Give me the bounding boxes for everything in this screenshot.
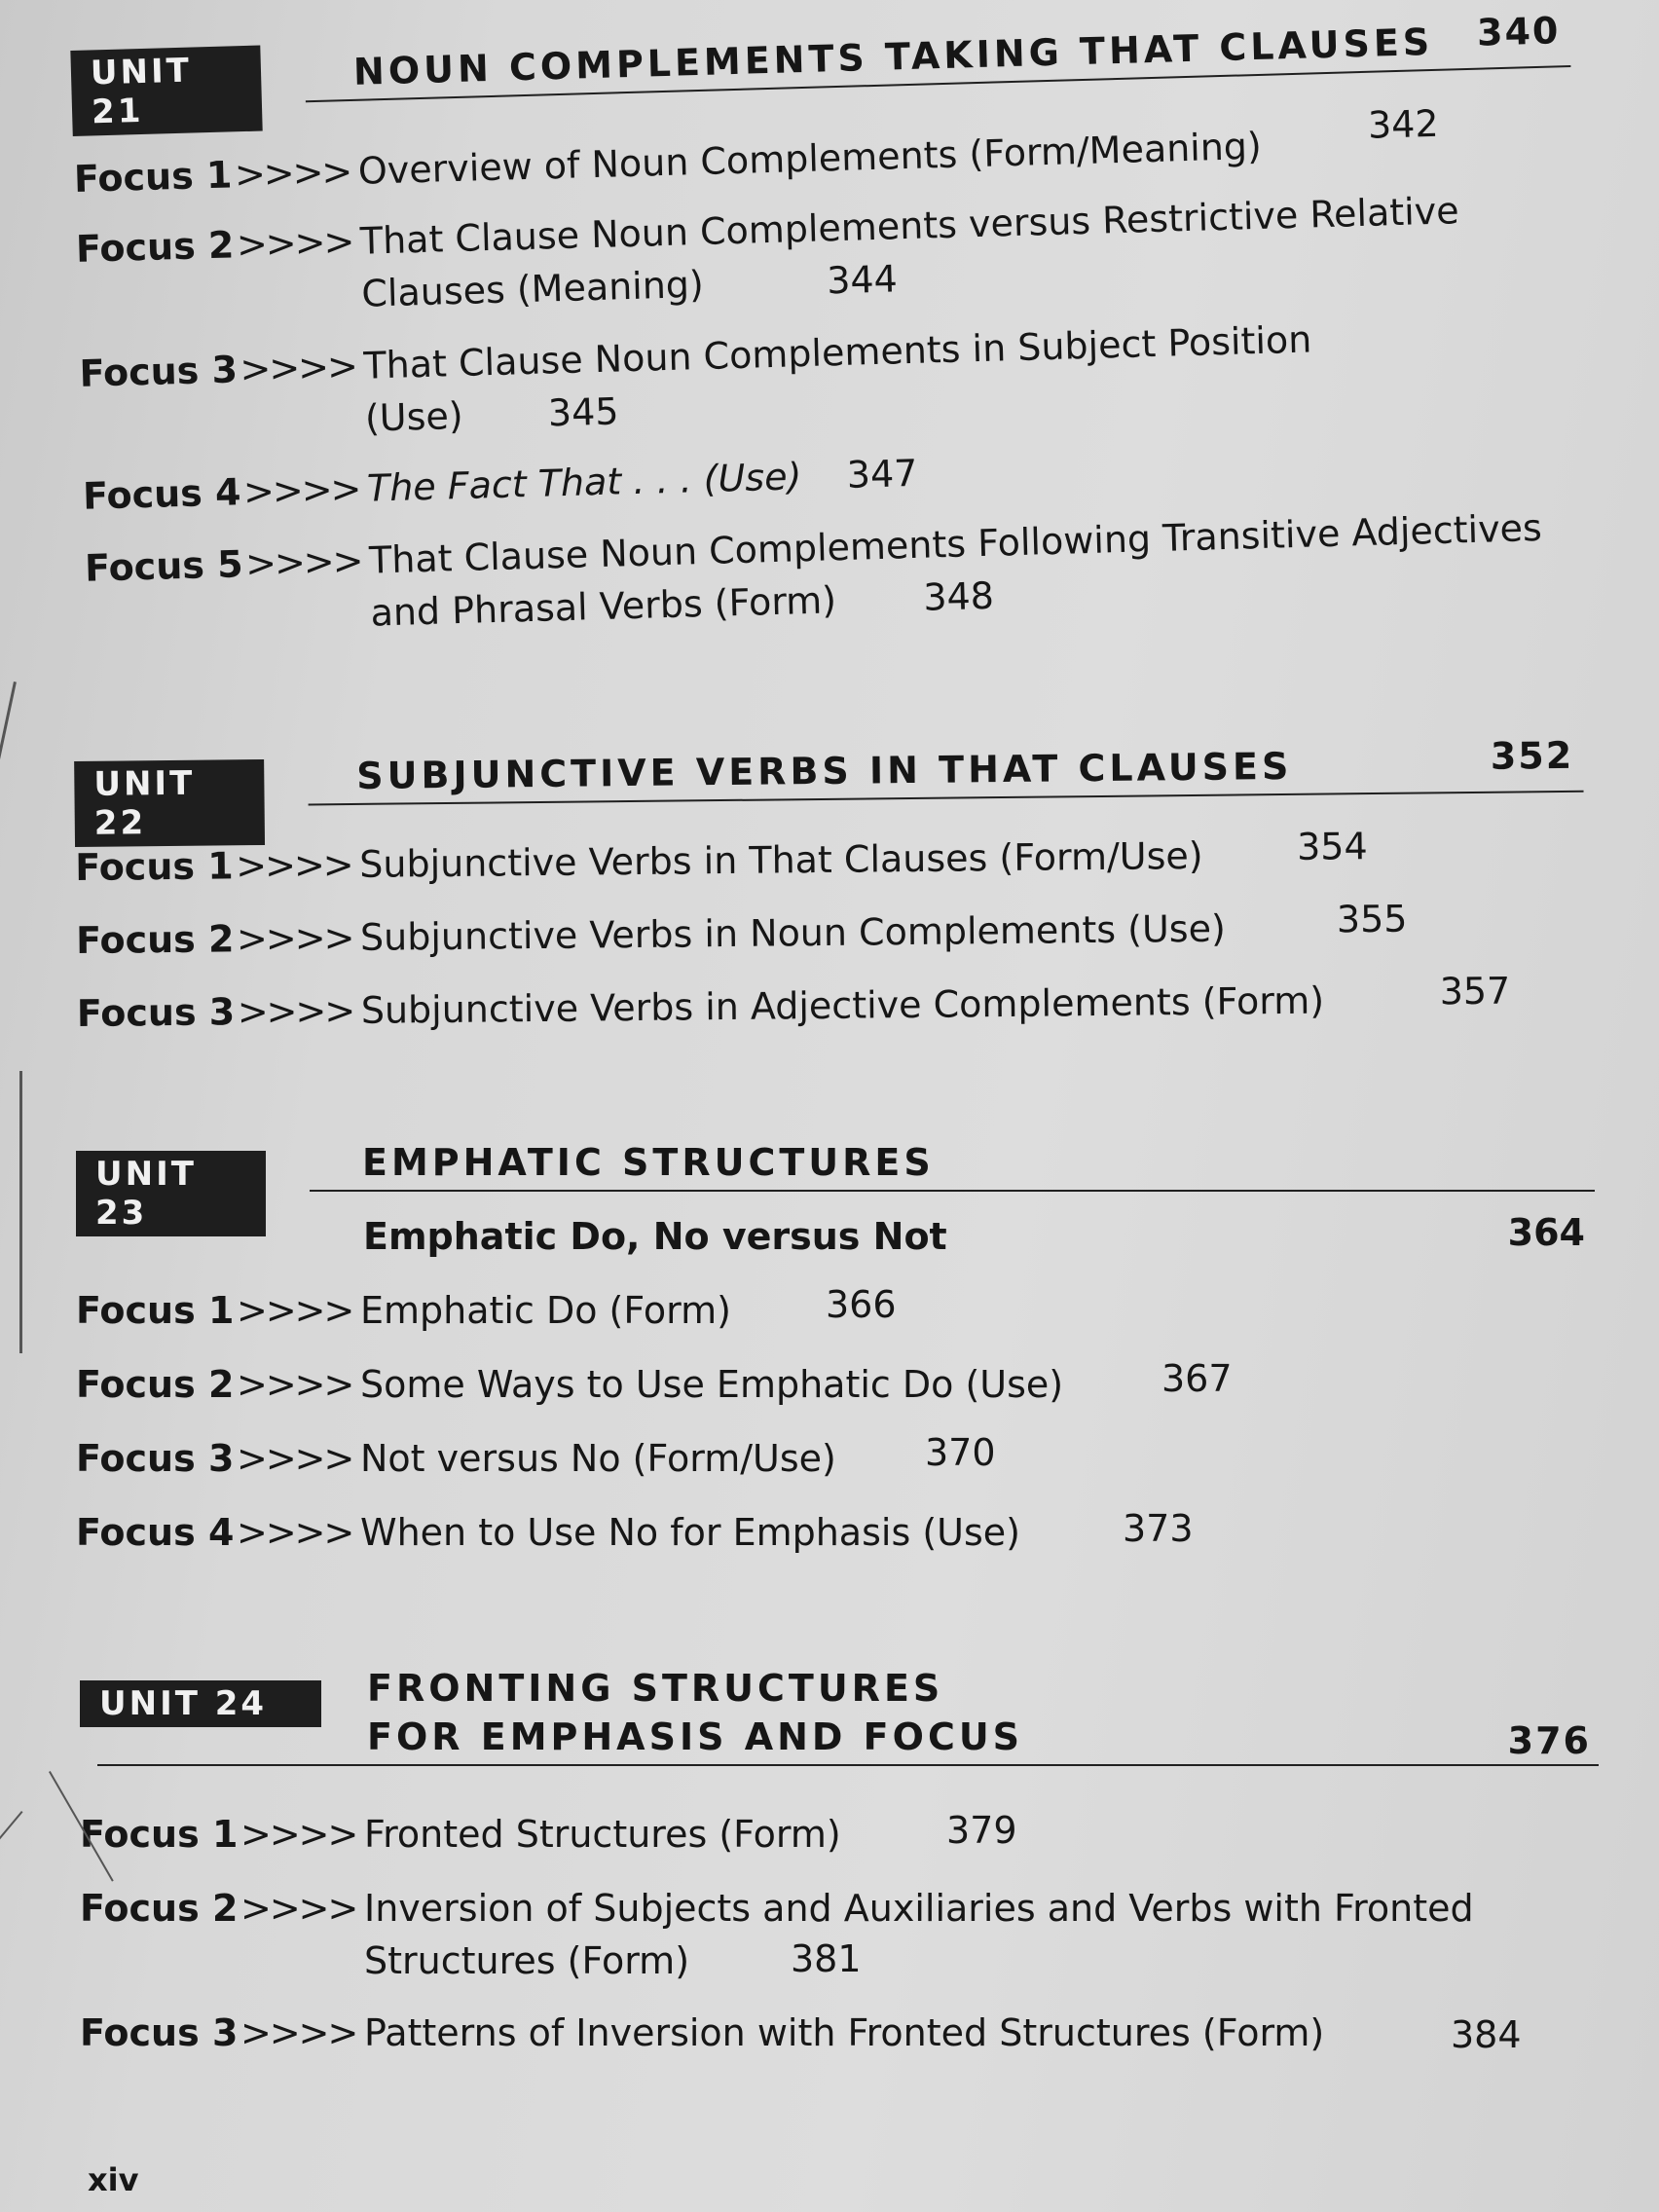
unit-title: NOUN COMPLEMENTS TAKING THAT CLAUSES <box>352 19 1434 93</box>
focus-title: That Clause Noun Complements Following Transitive Adjectives <box>368 505 1543 582</box>
arrow-marks: >>>> <box>237 1363 353 1406</box>
focus-title-continued: Structures (Form) <box>364 1939 690 1982</box>
unit-rule <box>310 1190 1595 1192</box>
unit-label: UNIT 24 <box>80 1680 321 1727</box>
unit-label: UNIT 23 <box>76 1151 266 1236</box>
focus-title: Emphatic Do (Form) <box>360 1289 731 1332</box>
focus-title: Subjunctive Verbs in Adjective Complements (Form) <box>360 978 1325 1032</box>
arrow-marks: >>>> <box>236 219 353 267</box>
focus-label: Focus 1 <box>76 1289 235 1332</box>
focus-label: Focus 2 <box>80 1887 239 1930</box>
focus-label: Focus 1 <box>73 153 233 201</box>
focus-page-number: 357 <box>1439 969 1511 1014</box>
focus-title-continued: (Use) <box>364 393 464 440</box>
arrow-marks: >>>> <box>240 1813 357 1856</box>
focus-page-number: 342 <box>1367 101 1440 147</box>
pencil-mark <box>0 682 17 1082</box>
focus-page-number: 367 <box>1161 1357 1233 1400</box>
focus-label: Focus 3 <box>78 348 239 395</box>
focus-page-number: 370 <box>925 1431 996 1474</box>
unit-page-number: 340 <box>1476 9 1561 55</box>
unit-page-number: 364 <box>1507 1211 1585 1254</box>
focus-page-number: 366 <box>826 1283 897 1326</box>
arrow-marks: >>>> <box>242 466 360 514</box>
focus-title: That Clause Noun Complements in Subject Position <box>362 317 1312 387</box>
unit-header <box>74 733 1584 843</box>
unit-page-number: 376 <box>1507 1719 1591 1762</box>
arrow-marks: >>>> <box>237 1289 353 1332</box>
focus-entry <box>73 101 1571 201</box>
unit-header <box>80 1655 1599 1772</box>
focus-page-number: 345 <box>547 389 620 435</box>
arrow-marks: >>>> <box>236 843 352 888</box>
arrow-marks: >>>> <box>240 1887 357 1930</box>
focus-entry <box>82 429 1580 518</box>
arrow-marks: >>>> <box>234 150 351 197</box>
arrow-marks: >>>> <box>239 344 357 391</box>
unit-title-continued: FOR EMPHASIS AND FOCUS <box>367 1715 1024 1758</box>
focus-title: The Fact That . . . (Use) <box>366 455 802 510</box>
focus-title: Inversion of Subjects and Auxiliaries and Verbs with Fronted <box>364 1887 1474 1930</box>
arrow-marks: >>>> <box>237 1437 353 1480</box>
focus-label: Focus 3 <box>76 990 236 1035</box>
focus-title: Some Ways to Use Emphatic Do (Use) <box>360 1363 1064 1406</box>
focus-title-continued: and Phrasal Verbs (Form) <box>369 578 837 635</box>
unit-label: UNIT 22 <box>74 759 265 847</box>
focus-page-number: 379 <box>946 1809 1017 1852</box>
focus-page-number: 384 <box>1451 2013 1522 2056</box>
pencil-mark <box>0 1811 23 1901</box>
focus-label: Focus 2 <box>75 917 235 962</box>
arrow-marks: >>>> <box>237 1511 353 1554</box>
unit-rule <box>97 1764 1599 1766</box>
arrow-marks: >>>> <box>236 916 353 961</box>
unit-label: UNIT 21 <box>70 46 262 136</box>
unit-title: FRONTING STRUCTURES <box>367 1667 944 1710</box>
unit-23 <box>76 1139 1595 1554</box>
focus-title: Overview of Noun Complements (Form/Meaning) <box>357 124 1263 193</box>
unit-title: EMPHATIC STRUCTURES <box>362 1141 935 1184</box>
focus-title: Subjunctive Verbs in That Clauses (Form/Use) <box>359 833 1203 886</box>
focus-label: Focus 3 <box>76 1437 235 1480</box>
focus-label: Focus 1 <box>80 1813 239 1856</box>
focus-label: Focus 2 <box>76 1363 235 1406</box>
unit-page-number: 352 <box>1490 733 1574 778</box>
focus-label: Focus 2 <box>75 223 235 271</box>
unit-21 <box>70 0 1570 635</box>
focus-title: That Clause Noun Complements versus Restrictive Relative <box>359 189 1460 263</box>
unit-24 <box>80 1655 1599 2056</box>
unit-subtitle: Emphatic Do, No versus Not <box>363 1215 947 1258</box>
focus-title: Patterns of Inversion with Fronted Structures (Form) <box>364 2011 1325 2054</box>
pencil-mark <box>19 1071 22 1353</box>
arrow-marks: >>>> <box>244 538 363 586</box>
focus-page-number: 381 <box>791 1937 862 1980</box>
unit-22 <box>74 733 1584 1035</box>
focus-title: When to Use No for Emphasis (Use) <box>360 1511 1020 1554</box>
focus-title-continued: Clauses (Meaning) <box>360 262 705 315</box>
focus-page-number: 348 <box>922 573 995 619</box>
page-folio: xiv <box>88 2161 139 2198</box>
unit-title: SUBJUNCTIVE VERBS IN THAT CLAUSES <box>356 744 1293 797</box>
unit-header <box>76 1139 1595 1258</box>
focus-title: Not versus No (Form/Use) <box>360 1437 836 1480</box>
focus-title: Subjunctive Verbs in Noun Complements (Use) <box>359 906 1227 959</box>
focus-page-number: 373 <box>1123 1507 1194 1550</box>
focus-entry <box>76 969 1586 1035</box>
arrow-marks: >>>> <box>240 2011 357 2054</box>
focus-entry <box>75 897 1585 962</box>
focus-label: Focus 5 <box>84 542 244 590</box>
focus-label: Focus 4 <box>76 1511 235 1554</box>
focus-page-number: 344 <box>826 257 899 303</box>
focus-label: Focus 4 <box>82 470 242 518</box>
focus-label: Focus 3 <box>80 2011 239 2054</box>
focus-page-number: 354 <box>1296 825 1368 868</box>
focus-page-number: 355 <box>1336 897 1408 941</box>
focus-entry <box>78 307 1577 440</box>
focus-label: Focus 1 <box>75 844 234 889</box>
focus-page-number: 347 <box>846 451 918 497</box>
focus-entry <box>75 825 1584 889</box>
arrow-marks: >>>> <box>237 989 354 1034</box>
focus-title: Fronted Structures (Form) <box>364 1813 841 1856</box>
